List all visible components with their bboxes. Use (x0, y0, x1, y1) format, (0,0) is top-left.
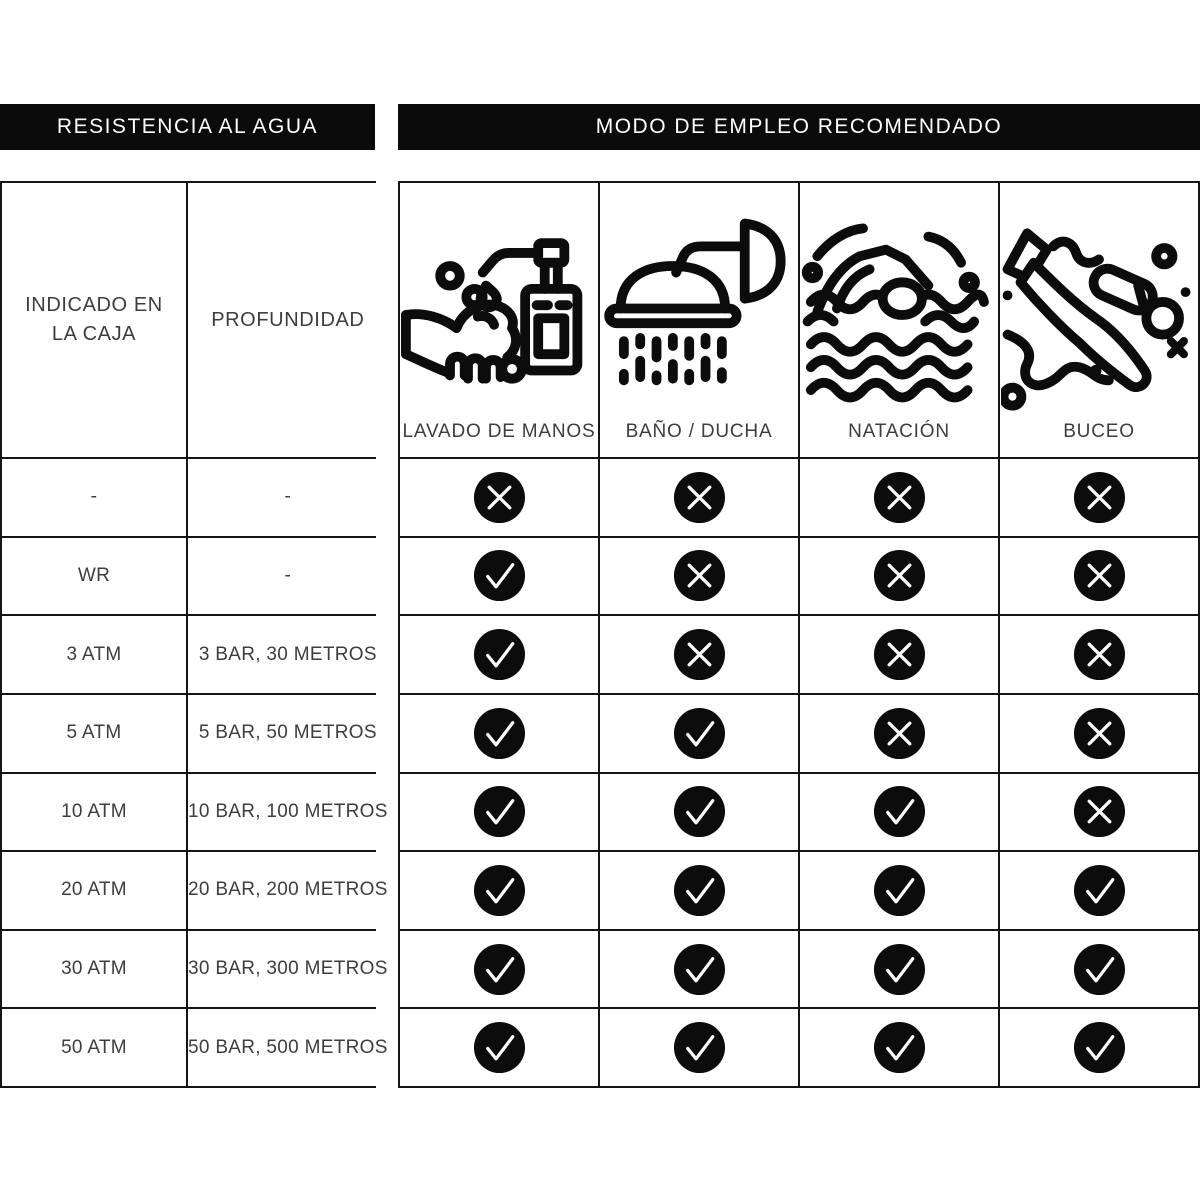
profundidad-cell: 30 BAR, 300 METROS (188, 931, 388, 1008)
check-mark-cell (800, 1009, 998, 1086)
check-mark-cell (800, 931, 998, 1008)
caja-cell: WR (2, 538, 186, 615)
cross-icon (472, 470, 527, 525)
cross-mark-cell (400, 459, 598, 536)
swimming-icon (801, 217, 997, 413)
cross-mark-cell (800, 695, 998, 772)
cross-icon (672, 627, 727, 682)
check-icon (672, 706, 727, 761)
check-icon (472, 863, 527, 918)
cross-icon (1072, 548, 1127, 603)
cross-mark-cell (1000, 695, 1198, 772)
cross-mark-cell (1000, 774, 1198, 851)
cross-mark-cell (600, 616, 798, 693)
caja-cell: 10 ATM (2, 774, 186, 851)
check-mark-cell (800, 852, 998, 929)
check-mark-cell (800, 774, 998, 851)
usage-table (398, 181, 1200, 1088)
usage-column-hand-washing (400, 183, 598, 457)
left-header-bar (0, 104, 375, 150)
check-icon (472, 1020, 527, 1075)
check-icon (472, 942, 527, 997)
cross-icon (1072, 706, 1127, 761)
cross-mark-cell (1000, 459, 1198, 536)
profundidad-cell: 50 BAR, 500 METROS (188, 1009, 388, 1086)
cross-icon (672, 470, 727, 525)
profundidad-cell: 10 BAR, 100 METROS (188, 774, 388, 851)
check-mark-cell (600, 774, 798, 851)
check-icon (872, 1020, 927, 1075)
profundidad-cell: 3 BAR, 30 METROS (188, 616, 388, 693)
check-icon (1072, 1020, 1127, 1075)
column-header-indicado-en-la-caja: INDICADO EN LA CAJA (2, 183, 186, 457)
cross-mark-cell (1000, 538, 1198, 615)
profundidad-cell: 5 BAR, 50 METROS (188, 695, 388, 772)
usage-column-label: NATACIÓN (848, 421, 950, 442)
check-icon (872, 942, 927, 997)
check-icon (872, 784, 927, 839)
cross-mark-cell (800, 538, 998, 615)
cross-icon (672, 548, 727, 603)
check-mark-cell (600, 931, 798, 1008)
cross-mark-cell (600, 459, 798, 536)
cross-mark-cell (800, 616, 998, 693)
check-mark-cell (400, 1009, 598, 1086)
cross-icon (872, 627, 927, 682)
usage-column-diving (1000, 183, 1198, 457)
cross-icon (1072, 627, 1127, 682)
profundidad-cell: 20 BAR, 200 METROS (188, 852, 388, 929)
caja-cell: 50 ATM (2, 1009, 186, 1086)
check-icon (672, 784, 727, 839)
right-header-bar (398, 104, 1200, 150)
check-mark-cell (600, 1009, 798, 1086)
check-icon (672, 863, 727, 918)
caja-cell: 30 ATM (2, 931, 186, 1008)
profundidad-cell: - (188, 538, 388, 615)
usage-column-swimming (800, 183, 998, 457)
left-header-title: RESISTENCIA AL AGUA (56, 115, 319, 138)
check-mark-cell (400, 774, 598, 851)
check-icon (472, 627, 527, 682)
check-icon (472, 548, 527, 603)
check-mark-cell (400, 852, 598, 929)
usage-column-label: BUCEO (1063, 421, 1135, 442)
handwash-icon (401, 217, 597, 413)
check-mark-cell (1000, 852, 1198, 929)
check-icon (672, 1020, 727, 1075)
cross-mark-cell (800, 459, 998, 536)
cross-icon (872, 548, 927, 603)
cross-mark-cell (1000, 616, 1198, 693)
usage-column-label: BAÑO / DUCHA (625, 421, 773, 442)
cross-mark-cell (600, 538, 798, 615)
caja-cell: 3 ATM (2, 616, 186, 693)
check-mark-cell (400, 538, 598, 615)
cross-icon (872, 470, 927, 525)
diving-icon (1001, 217, 1197, 413)
check-mark-cell (400, 931, 598, 1008)
caja-cell: - (2, 459, 186, 536)
check-icon (472, 784, 527, 839)
column-header-profundidad: PROFUNDIDAD (188, 183, 388, 457)
right-header-title: MODO DE EMPLEO RECOMENDADO (595, 115, 1003, 138)
check-icon (872, 863, 927, 918)
water-resistance-table (0, 181, 388, 1088)
check-mark-cell (1000, 1009, 1198, 1086)
cross-icon (872, 706, 927, 761)
check-mark-cell (1000, 931, 1198, 1008)
check-mark-cell (400, 695, 598, 772)
check-mark-cell (400, 616, 598, 693)
check-icon (472, 706, 527, 761)
cross-icon (1072, 470, 1127, 525)
caja-cell: 5 ATM (2, 695, 186, 772)
profundidad-cell: - (188, 459, 388, 536)
check-icon (672, 942, 727, 997)
check-mark-cell (600, 695, 798, 772)
check-mark-cell (600, 852, 798, 929)
usage-column-shower (600, 183, 798, 457)
shower-icon (601, 217, 797, 413)
check-icon (1072, 942, 1127, 997)
cross-icon (1072, 784, 1127, 839)
usage-column-label: LAVADO DE MANOS (402, 421, 596, 442)
caja-cell: 20 ATM (2, 852, 186, 929)
check-icon (1072, 863, 1127, 918)
